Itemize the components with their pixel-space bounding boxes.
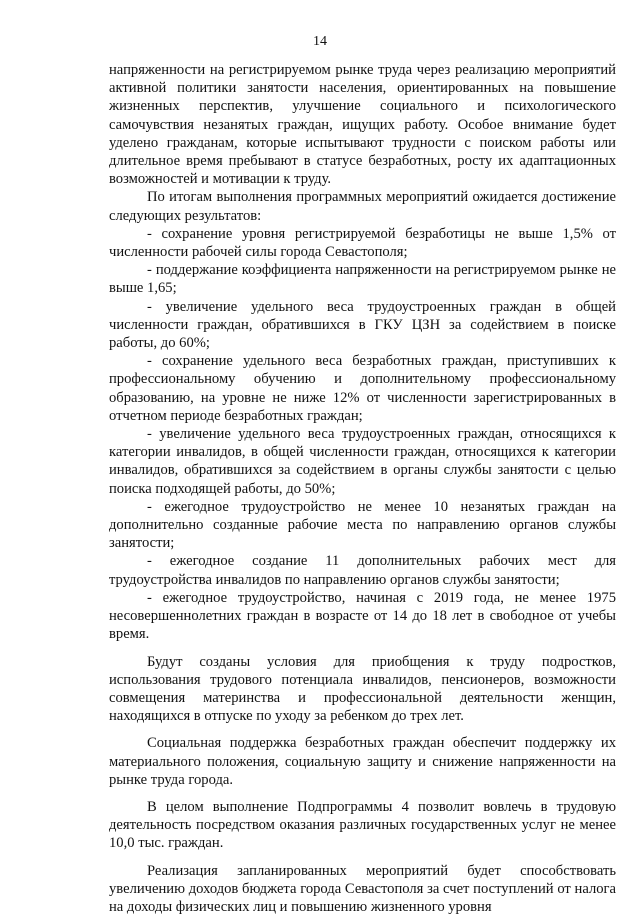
paragraph-social-support: Социальная поддержка безработных граждан обеспечит поддержку их материального положения, социальную защиту и снижение напряженности на рынке труда города.	[109, 735, 616, 788]
paragraph-expected-results: По итогам выполнения программных мероприятий ожидается достижение следующих результатов:	[109, 189, 616, 224]
list-item-youth-employment: - ежегодное трудоустройство, начиная с 2019 года, не менее 1975 несовершеннолетних граждан в возрасте от 14 до 18 лет в свободное от учебы время.	[109, 589, 616, 643]
list-item-tension-coefficient: - поддержание коэффициента напряженности на регистрируемом рынке не выше 1,65;	[109, 262, 616, 297]
list-item-disabled-employment: - увеличение удельного веса трудоустроенных граждан, относящихся к категории инвалидов, в общей численности граждан, относящихся к категории инвалидов, обратившихся за содействием в органы службы занятости с целью поиска подходящей работы, до 50%;	[109, 426, 616, 497]
paragraph-subprogram-4: В целом выполнение Подпрограммы 4 позволит вовлечь в трудовую деятельность посредством оказания различных государственных услуг не менее 10,0 тыс. граждан.	[109, 798, 616, 852]
list-item-training-share: - сохранение удельного веса безработных граждан, приступивших к профессиональному обучению и дополнительному профессиональному образованию, на уровне не ниже 12% от численности зарегистрированных в отчетном периоде безработных граждан;	[109, 353, 616, 424]
document-body	[109, 61, 616, 916]
list-item-jobs-for-disabled: - ежегодное создание 11 дополнительных рабочих мест для трудоустройства инвалидов по направлению органов службы занятости;	[109, 553, 616, 588]
list-item-unemployment-rate: - сохранение уровня регистрируемой безработицы не выше 1,5% от численности рабочей силы города Севастополя;	[109, 225, 616, 261]
paragraph-budget-revenue: Реализация запланированных мероприятий будет способствовать увеличению доходов бюджета города Севастополя за счет поступлений от налога на доходы физических лиц и повышению жизненного уровня	[109, 862, 616, 915]
list-item-employed-share: - увеличение удельного веса трудоустроенных граждан в общей численности граждан, обратившихся в ГКУ ЦЗН за содействием в поиске работы, до 60%;	[109, 298, 616, 352]
paragraph-intro-continuation: напряженности на регистрируемом рынке труда через реализацию мероприятий активной политики занятости населения, ориентированных на повышение жизненных перспектив, улучшение социального и психологического самочувствия незанятых граждан, ищущих работу. Особое внимание будет уделено гражданам, которые испытывают трудности с поиском работы или длительное время пребывают в статусе безработных, росту их адаптационных возможностей и мотивации к труду.	[109, 62, 616, 188]
list-item-new-jobs: - ежегодное трудоустройство не менее 10 незанятых граждан на дополнительно созданные рабочие места по направлению органов службы занятости;	[109, 498, 616, 552]
page-number: 14	[313, 34, 327, 49]
paragraph-conditions: Будут созданы условия для приобщения к труду подростков, использования трудового потенциала инвалидов, пенсионеров, возможности совмещения материнства и профессиональной деятельности женщин, находящихся в отпуске по уходу за ребенком до трех лет.	[109, 653, 616, 725]
